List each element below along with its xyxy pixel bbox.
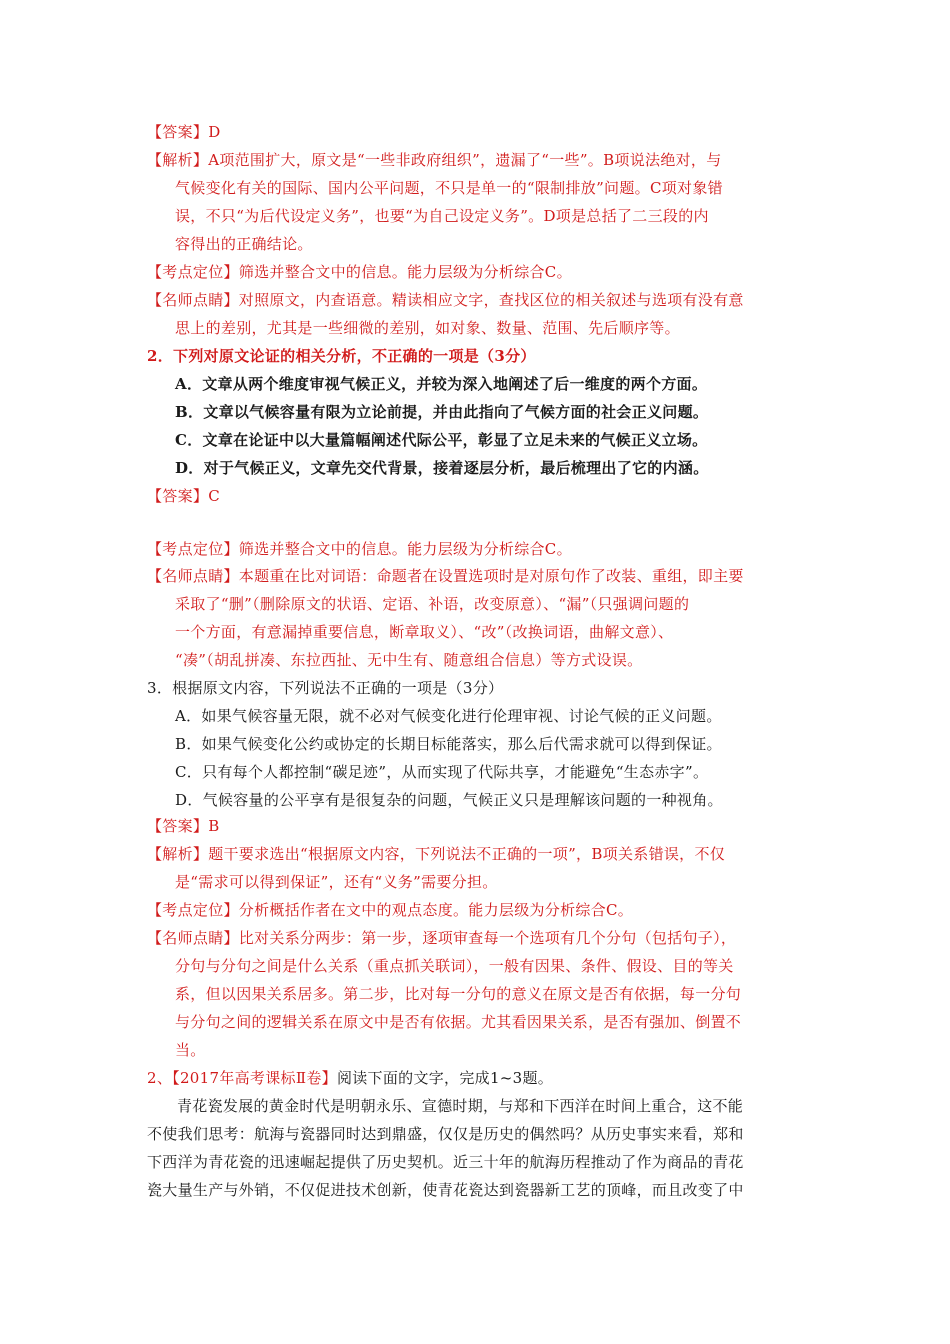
- section2-source: 【2017年高考课标Ⅱ卷】: [172, 1069, 337, 1087]
- q3-tip-line-1: 【名师点睛】比对关系分两步：第一步，逐项审查每一个选项有几个分句（包括句子），: [147, 929, 737, 947]
- q2-option-a: A．文章从两个维度审视气候正义，并较为深入地阐述了后一维度的两个方面。: [175, 375, 708, 393]
- q2-tip-line-2: 采取了“删”（删除原文的状语、定语、补语，改变原意）、“漏”（只强调问题的: [175, 595, 690, 613]
- q2-tip-line-1: 【名师点睛】本题重在比对词语：命题者在设置选项时是对原句作了改装、重组，即主要: [147, 567, 744, 585]
- q1-answer: 【答案】D: [147, 123, 221, 141]
- q3-stem: 3．根据原文内容，下列说法不正确的一项是（3分）: [147, 679, 504, 697]
- q3-explain-line-1: 【解析】题干要求选出“根据原文内容，下列说法不正确的一项”，B项关系错误，不仅: [147, 845, 726, 863]
- q2-tip-line-3: 一个方面，有意漏掉重要信息，断章取义）、“改”（改换词语，曲解文意）、: [175, 623, 674, 641]
- q3-explain-line-2: 是“需求可以得到保证”，还有“义务”需要分担。: [175, 873, 498, 891]
- passage-line-1: 青花瓷发展的黄金时代是明朝永乐、宣德时期，与郑和下西洋在时间上重合，这不能: [177, 1097, 744, 1115]
- q3-option-a: A．如果气候容量无限，就不必对气候变化进行伦理审视、讨论气候的正义问题。: [175, 707, 722, 725]
- q3-point: 【考点定位】分析概括作者在文中的观点态度。能力层级为分析综合C。: [147, 901, 634, 919]
- passage-line-3: 下西洋为青花瓷的迅速崛起提供了历史契机。近三十年的航海历程推动了作为商品的青花: [147, 1153, 744, 1171]
- section2-heading: [147, 1068, 553, 1088]
- q2-answer: 【答案】C: [147, 487, 220, 505]
- passage-line-4: 瓷大量生产与外销，不仅促进技术创新，使青花瓷达到瓷器新工艺的顶峰，而且改变了中: [147, 1181, 744, 1199]
- q3-option-c: C．只有每个人都控制“碳足迹”，从而实现了代际共享，才能避免“生态赤字”。: [175, 763, 709, 781]
- q3-tip-line-3: 系，但以因果关系居多。第二步，比对每一分句的意义在原文是否有依据，每一分句: [175, 985, 742, 1003]
- q1-tip-line-2: 思上的差别，尤其是一些细微的差别，如对象、数量、范围、先后顺序等。: [175, 319, 680, 337]
- q1-explain-line-2: 气候变化有关的国际、国内公平问题，不只是单一的“限制排放”问题。C项对象错: [175, 179, 723, 197]
- q1-point: 【考点定位】筛选并整合文中的信息。能力层级为分析综合C。: [147, 263, 572, 281]
- q3-option-b: B．如果气候变化公约或协定的长期目标能落实，那么后代需求就可以得到保证。: [175, 735, 722, 753]
- q1-explain-line-4: 容得出的正确结论。: [175, 235, 313, 253]
- q3-tip-line-5: 当。: [175, 1041, 206, 1059]
- q2-point: 【考点定位】筛选并整合文中的信息。能力层级为分析综合C。: [147, 540, 572, 558]
- q3-tip-line-2: 分句与分句之间是什么关系（重点抓关联词），一般有因果、条件、假设、目的等关: [175, 957, 734, 975]
- passage-line-2: 不使我们思考：航海与瓷器同时达到鼎盛，仅仅是历史的偶然吗？从历史事实来看，郑和: [147, 1125, 744, 1143]
- q2-stem: 2．下列对原文论证的相关分析，不正确的一项是（3分）: [147, 347, 536, 365]
- section2-prefix: 2、: [147, 1069, 173, 1087]
- q3-tip-line-4: 与分句之间的逻辑关系在原文中是否有依据。尤其看因果关系，是否有强加、倒置不: [175, 1013, 742, 1031]
- q3-option-d: D．气候容量的公平享有是很复杂的问题，气候正义只是理解该问题的一种视角。: [175, 791, 723, 809]
- q2-tip-line-4: “凑”（胡乱拼凑、东拉西扯、无中生有、随意组合信息）等方式设误。: [175, 651, 643, 669]
- q2-option-d: D．对于气候正义，文章先交代背景，接着逐层分析，最后梳理出了它的内涵。: [175, 459, 709, 477]
- section2-instruction: 阅读下面的文字，完成1~3题。: [336, 1069, 554, 1087]
- q1-explain-line-3: 误，不只“为后代设定义务”，也要“为自己设定义务”。D项是总括了二三段的内: [175, 207, 709, 225]
- q3-answer: 【答案】B: [147, 817, 220, 835]
- q2-option-c: C．文章在论证中以大量篇幅阐述代际公平，彰显了立足未来的气候正义立场。: [175, 431, 708, 449]
- q2-option-b: B．文章以气候容量有限为立论前提，并由此指向了气候方面的社会正义问题。: [175, 403, 709, 421]
- q1-tip-line-1: 【名师点睛】对照原文，内查语意。精读相应文字，查找区位的相关叙述与选项有没有意: [147, 291, 744, 309]
- q1-explain-line-1: 【解析】A项范围扩大，原文是“一些非政府组织”，遗漏了“一些”。B项说法绝对，与: [147, 151, 722, 169]
